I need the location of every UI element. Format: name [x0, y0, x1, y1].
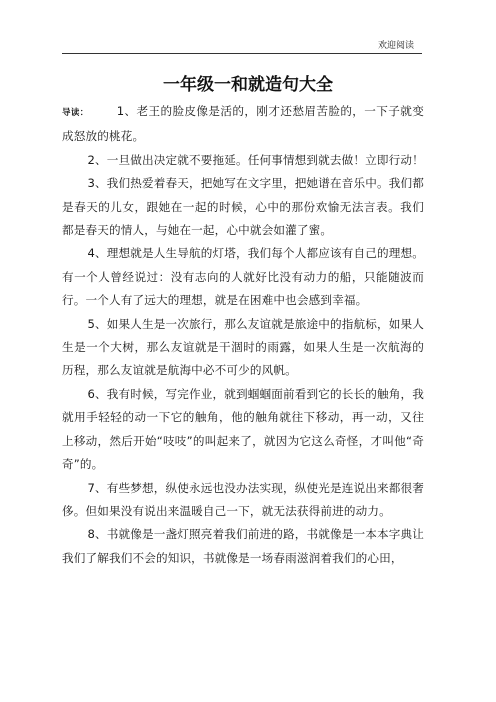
header-divider [62, 53, 422, 54]
paragraph: 4、理想就是人生导航的灯塔，我们每个人都应该有自己的理想。有一个人曾经说过：没有志向的人就好比没有动力的船，只能随波而行。一个人有了远大的理想，就是在困难中也会感到幸福。 [62, 246, 424, 308]
document-title: 一年级一和就造句大全 [163, 75, 333, 95]
document-body [62, 100, 424, 570]
paragraph: 7、有些梦想，纵使永远也没办法实现，纵使光是连说出来都很奢侈。但如果没有说出来温暖自己一下，就无法获得前进的动力。 [62, 480, 424, 518]
lead-label: 导读： [62, 108, 89, 118]
paragraph [62, 100, 424, 149]
paragraph: 2、一旦做出决定就不要拖延。任何事情想到就去做！立即行动！ [87, 152, 424, 167]
paragraph: 3、我们热爱着春天，把她写在文字里，把她谱在音乐中。我们都是春天的儿女，跟她在一起的时候，心中的那份欢愉无法言表。我们都是春天的情人，与她在一起，心中就会如灌了蜜。 [62, 176, 424, 238]
paragraph: 5、如果人生是一次旅行，那么友谊就是旅途中的指航标，如果人生是一个大树，那么友谊就是干涸时的雨露，如果人生是一次航海的历程，那么友谊就是航海中必不可少的风帆。 [62, 316, 424, 378]
paragraph: 8、书就像是一盏灯照亮着我们前进的路，书就像是一本本字典让我们了解我们不会的知识，书就像是一场春雨滋润着我们的心田， [62, 527, 424, 565]
paragraph: 6、我有时候，写完作业，就到蝈蝈面前看到它的长长的触角，我就用手轻轻的动一下它的触角，他的触角就往下移动，再一动，又往上移动，然后开始“吱吱”的叫起来了，就因为它这么奇怪，才叫他“奇奇”的。 [62, 386, 424, 472]
header-note: 欢迎阅读 [377, 41, 414, 51]
paragraph-text: 1、老王的脸皮像是活的，刚才还愁眉苦脸的，一下子就变成怒放的桃花。 [62, 104, 425, 144]
